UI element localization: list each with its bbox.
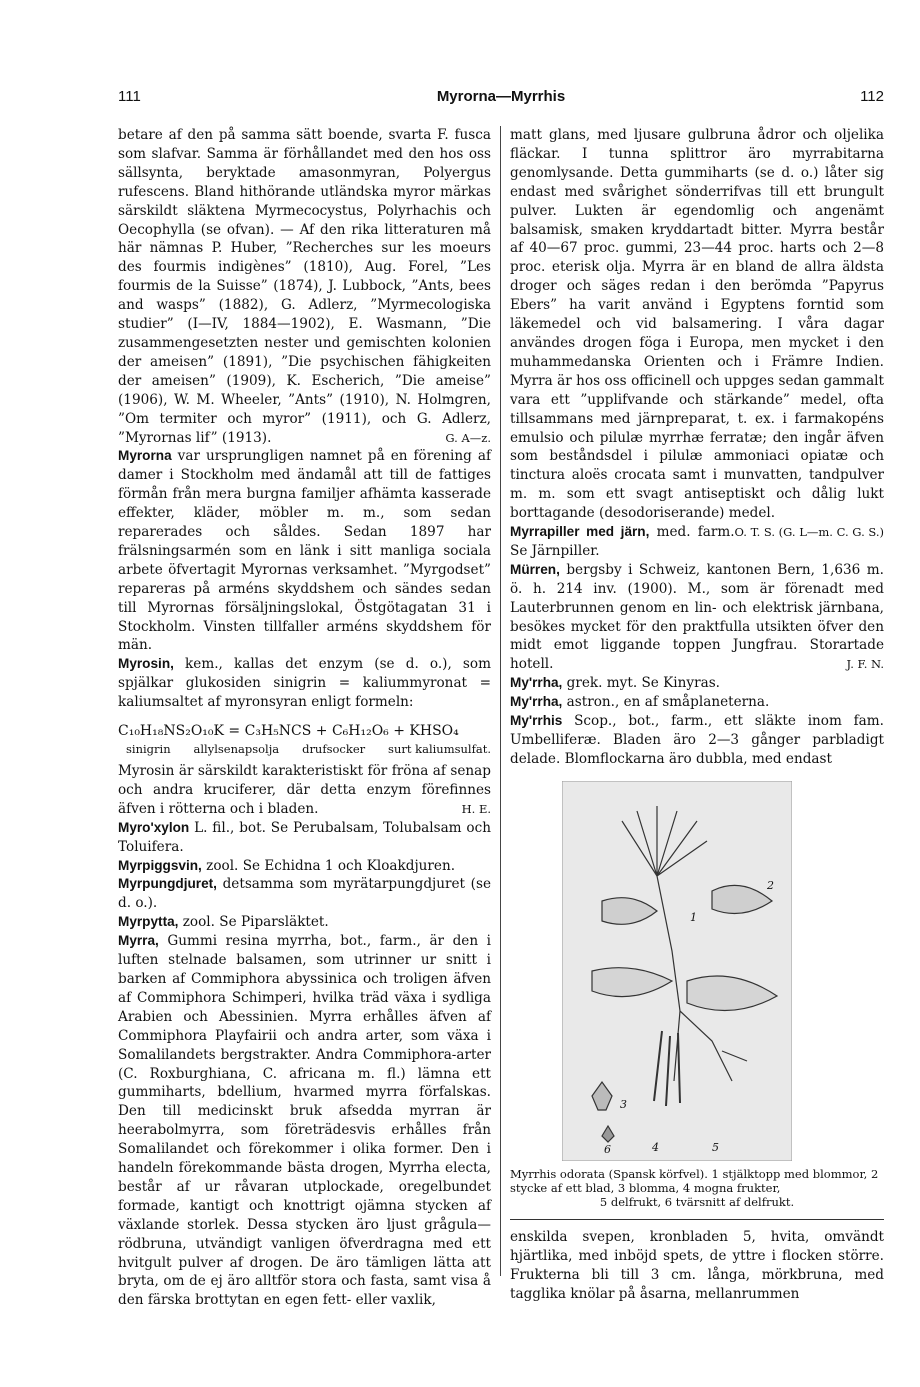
running-title: Myrorna—Myrrhis <box>436 88 566 105</box>
entry-myroxylon <box>118 819 491 857</box>
entry-text: enskilda svepen, kronbladen 5, hvita, omvändt hjärtlika, med inböjd spets, de yttre i flocken större. Frukterna bli till 3 cm. långa, mörkbruna, med tagglika knölar på åsarna, mellanrummen <box>510 1228 884 1302</box>
entry-myrosin-cont <box>118 762 491 819</box>
entry-myrrha-astron <box>510 693 884 712</box>
signature: G. A—z. <box>445 430 491 445</box>
headword: Myrosin, <box>118 656 174 672</box>
headword: Myrpungdjuret, <box>118 876 217 892</box>
caption-line: 5 delfrukt, 6 tvärsnitt af delfrukt. <box>599 1194 795 1209</box>
figure-number: 3 <box>620 1097 627 1111</box>
headword: My'rrha, <box>510 675 563 691</box>
left-column <box>118 126 491 1310</box>
entry-myrpiggsvin <box>118 857 491 876</box>
headword: Myro'xylon <box>118 819 190 835</box>
entry-text: med. farm. Se Järnpiller. <box>510 524 735 559</box>
figure-number: 6 <box>604 1142 611 1156</box>
right-column <box>510 126 884 1303</box>
figure-number: 1 <box>690 910 697 924</box>
entry-text: detsamma som myrätarpungdjuret (se d. o.). <box>118 876 491 912</box>
entry-text: kem., kallas det enzym (se d. o.), som spjälkar glukosiden sinigrin = kaliummyronat = kaliumsaltet af myronsyran enligt formeln: <box>118 656 491 711</box>
column-rule <box>500 126 501 1276</box>
headword: Mürren, <box>510 561 560 577</box>
entry-murren <box>510 561 884 674</box>
signature: J. F. N. <box>846 657 884 672</box>
running-head <box>118 88 884 114</box>
entry-text: zool. Se Piparsläktet. <box>182 914 329 931</box>
entry-myrorna <box>118 447 491 655</box>
figure-number: 2 <box>767 878 774 892</box>
continuation-text: betare af den på samma sätt boende, svarta F. fusca som slafvar. Samma är förhållandet med den hos oss sällsynta, beryktade amasonmyran, Polyergus rufescens. Bland hithörande utländska myror märkas särskildt släktena Myrmecocystus, Polyrhachis och Oecophylla (se ofvan). — Af den rika litteraturen må här nämnas P. Huber, ”Recherches sur les moeurs des fourmis indigènes” (1810), Aug. Forel, ”Les fourmis de la Suisse” (1874), J. Lubbock, ”Ants, bees and wasps” (1882), G. Adlerz, ”Myrmecologiska studier” (I—IV, 1884—1902), E. Wasmann, ”Die zusammengesetzten nester und gemischten kolonien der ameisen” (1891), ”Die psychischen fähigkeiten der ameisen” (1909), K. Escherich, ”Die ameise” (1906), W. M. Wheeler, ”Ants” (1910), N. Holmgren, ”Om termiter och myror” (1911), och G. Adlerz, ”Myrornas lif” (1913). <box>118 127 491 446</box>
myrrhis-plant-drawing <box>562 781 792 1161</box>
entry-myrra <box>118 932 491 1310</box>
formula-labels <box>126 743 491 756</box>
figure-number: 5 <box>712 1140 719 1154</box>
entry-myrpungdjuret <box>118 875 491 913</box>
entry-text: matt glans, med ljusare gulbruna ådror och oljelika fläckar. I tunna splittror äro myrrabitarna genomlysande. Detta gummiharts (se d. o.) låter sig endast med svårighet sönderrifvas till ett brungult pulver. Lukten är egendomlig och angenämt balsamisk, smaken kryddartadt bitter. Myrra består af 40—67 proc. gummi, 23—44 proc. harts och 2—8 proc. eterisk olja. Myrra är en bland de allra äldsta droger och säges redan i den berömda ”Papyrus Ebers” ha varit använd i Egyptens forntid som läkemedel och vid balsamering. I våra dagar användes drogen föga i Europa, men mycket i den muhammedanska Orienten och i Främre Indien. Myrra är hos oss officinell och uppges sedan gammalt vara ett ”upplifvande och stärkande” medel, ofta tillsammans med järnpreparat, t. ex. i farmakopéns emulsio och pilulæ myrrhæ ferratæ; den ingår äfven som beståndsdel i pilulæ ammoniaci opiatæ och tinctura aloës crocata samt i munvatten, tandpulver m. m. som ett svagt antiseptiskt och dålig lukt borttagande (desodoriserande) medel. <box>510 127 884 522</box>
entry-text: var ursprungligen namnet på en förening af damer i Stockholm med ändamål att till de fattiges förmån från mera burgna familjer afhämta kasserade effekter, kläder, möbler m. m., som sedan reparerades och såldes. Sedan 1897 har frälsningsarmén som en länk i sitt manliga sociala arbete öfvertagit Myrornas verksamhet. ”Myrgodset” repareras på arméns skyddshem och sändes sedan till Myrornas försäljningslokal, Östgötagatan 31 i Stockholm. Vinsten tillfaller arméns skyddshem för män. <box>118 448 491 654</box>
headword: My'rrhis <box>510 713 563 729</box>
entry-myrrha-myt <box>510 674 884 693</box>
entry-text: Scop., bot., farm., ett släkte inom fam. Umbelliferæ. Bladen äro 2—3 gånger parbladigt delade. Blomflockarna äro dubbla, med endast <box>510 713 884 767</box>
botanical-illustration <box>562 781 792 1161</box>
caption-line: Myrrhis odorata (Spansk körfvel). 1 stjälktopp med blommor, 2 stycke af ett blad, 3 blomma, 4 mogna frukter, <box>510 1166 879 1195</box>
figure-number: 4 <box>652 1140 659 1154</box>
headword: My'rrha, <box>510 694 563 710</box>
entry-myrrhis-cont <box>510 1228 884 1304</box>
formula-label: surt kaliumsulfat. <box>388 742 491 756</box>
headword: Myrorna <box>118 448 172 464</box>
chemical-formula: C₁₀H₁₈NS₂O₁₀K = C₃H₅NCS + C₆H₁₂O₆ + KHSO₄ <box>118 723 459 740</box>
caption-divider <box>510 1219 884 1220</box>
entry-text: Myrosin är särskildt karakteristiskt för fröna af senap och andra kruciferer, där detta enzym förefinnes äfven i rötterna och i bladen. <box>118 763 491 817</box>
headword: Myrra, <box>118 933 159 949</box>
headword: Myrrapiller med järn, <box>510 524 650 540</box>
signature: H. E. <box>461 801 491 816</box>
entry-text: bergsby i Schweiz, kantonen Bern, 1,636 m. ö. h. 214 inv. (1900). M., som är förenadt med Lauterbrunnen genom en lin- och elektrisk järnbana, besökes mycket för den praktfulla utsikten öfver den midt emot liggande toppen Jungfrau. Storartade hotell. <box>510 561 884 673</box>
entry-text: zool. Se Echidna 1 och Kloakdjuren. <box>206 857 456 874</box>
entry-text: L. fil., bot. Se Perubalsam, Tolubalsam och Toluifera. <box>118 819 491 855</box>
formula-label: allylsenapsolja <box>193 742 280 756</box>
signature: O. T. S. (G. L—m. C. G. S.) <box>734 525 884 540</box>
entry-myrosin <box>118 655 491 712</box>
headword: Myrpytta, <box>118 914 179 930</box>
entry-text: grek. myt. Se Kinyras. <box>566 675 720 692</box>
formula-label: sinigrin <box>126 742 171 756</box>
formula-label: drufsocker <box>302 742 366 756</box>
entry-text: Gummi resina myrrha, bot., farm., är den i luften stelnade balsamen, som utrinner ur snitt i barken af Commiphora abyssinica och troligen äfven af Commiphora Schimperi, hvilka träd växa i sydliga Arabien och Abessinien. Myrra erhålles äfven af Commiphora Playfairii och andra arter, som växa i Somalilandets bergstrakter. Andra Commiphora-arter (C. Roxburghiana, C. africana m. fl.) lämna ett gummiharts, bdellium, hvarmed myrra förfalskas. Den till medicinskt bruk afsedda myrran är heerabolmyrra, som företrädesvis erhålles från Somalilandet och förekommer i olika former. Den i handeln förekommande bästa drogen, Myrrha electa, består af ur råvaran utplockade, oregelbundet formade, kantigt och knottrigt ojämna stycken af växlande storlek. Dessa stycken äro ljust grågula—rödbruna, utvändigt vanligen öfverdragna med ett hvitgult pulver af drogen. De äro tämligen lätta att bryta, om de ej äro alltför stora och fasta, samt visa å den färska brottytan en egen fett- eller vaxlik, <box>118 933 491 1309</box>
page-number-left: 111 <box>118 88 141 105</box>
entry-continuation <box>118 126 491 447</box>
headword: Myrpiggsvin, <box>118 857 202 873</box>
entry-text: astron., en af småplaneterna. <box>566 694 770 711</box>
figure-caption <box>510 1167 884 1209</box>
entry-myrpytta <box>118 913 491 932</box>
page-number-right: 112 <box>860 88 884 105</box>
entry-myrrhis <box>510 712 884 769</box>
